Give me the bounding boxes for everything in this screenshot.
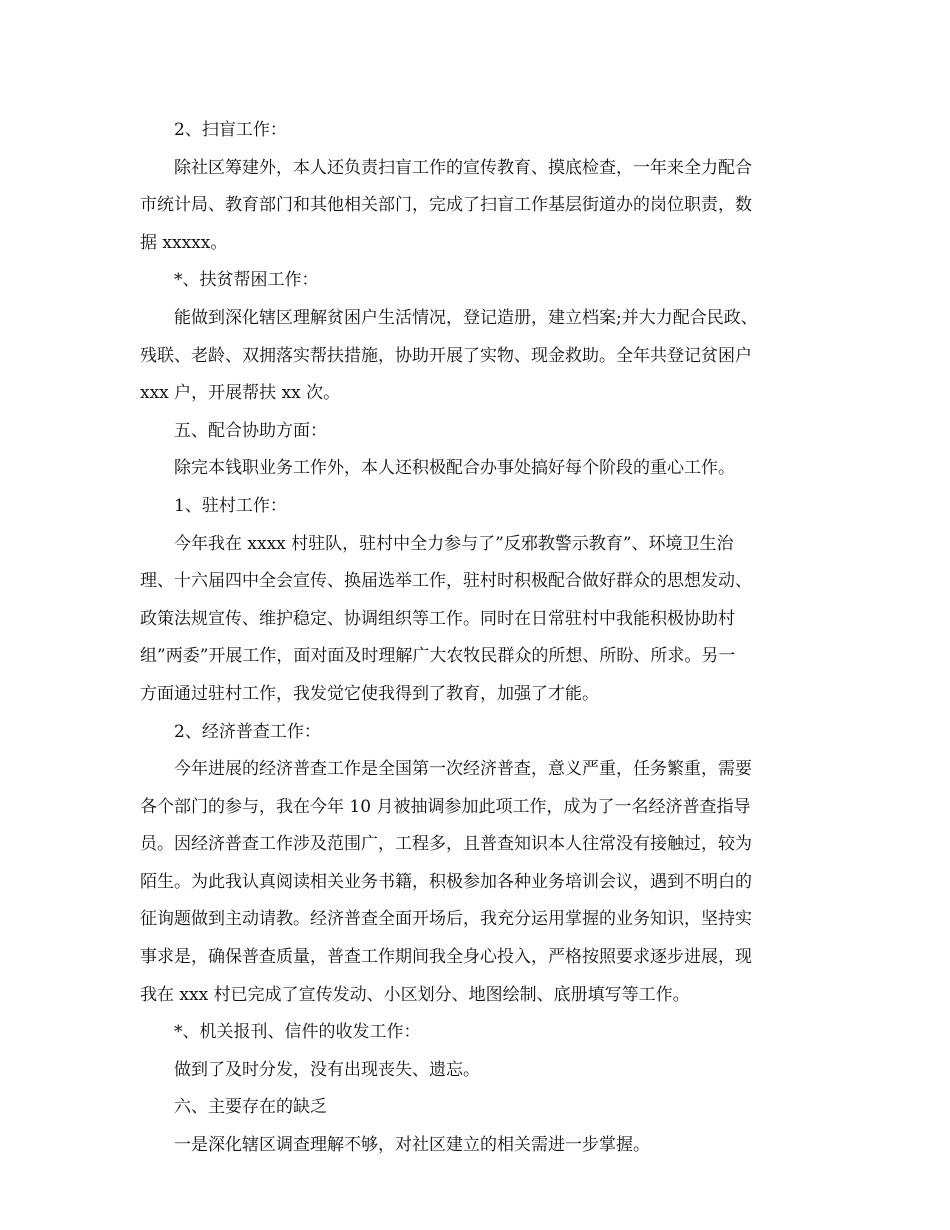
text-line: 陌生。为此我认真阅读相关业务书籍，积极参加各种业务培训会议，遇到不明白的 <box>140 871 752 892</box>
paragraph <box>140 300 812 413</box>
paragraph <box>140 526 812 714</box>
text-line: 1、驻村工作： <box>174 495 287 516</box>
text-line: 方面通过驻村工作，我发觉它使我得到了教育，加强了才能。 <box>140 683 599 704</box>
text-line: *、机关报刊、信件的收发工作： <box>174 1022 421 1043</box>
section-heading <box>140 413 812 451</box>
paragraph <box>140 1127 812 1165</box>
text-line: 员。因经济普查工作涉及范围广，工程多，且普查知识本人往常没有接触过，较为 <box>140 834 752 855</box>
section-heading <box>140 1014 812 1052</box>
document-body <box>140 112 812 1165</box>
text-line: 能做到深化辖区理解贫困户生活情况，登记造册，建立档案;并大力配合民政、 <box>174 307 758 328</box>
text-line: 除社区筹建外，本人还负责扫盲工作的宣传教育、摸底检查，一年来全力配合 <box>174 157 752 178</box>
text-line: 各个部门的参与，我在今年 10 月被抽调参加此项工作，成为了一名经济普查指导 <box>140 796 751 817</box>
text-line: xxx 户，开展帮扶 xx 次。 <box>140 383 341 404</box>
section-heading <box>140 488 812 526</box>
section-heading <box>140 1089 812 1127</box>
text-line: 一是深化辖区调查理解不够，对社区建立的相关需进一步掌握。 <box>174 1135 650 1156</box>
paragraph <box>140 450 812 488</box>
text-line: 市统计局、教育部门和其他相关部门，完成了扫盲工作基层街道办的岗位职责，数 <box>140 195 752 216</box>
text-line: 理、十六届四中全会宣传、换届选举工作，驻村时积极配合做好群众的思想发动、 <box>140 571 752 592</box>
text-line: 政策法规宣传、维护稳定、协调组织等工作。同时在日常驻村中我能积极协助村 <box>140 608 735 629</box>
section-heading <box>140 714 812 752</box>
text-line: 组”两委”开展工作，面对面及时理解广大农牧民群众的所想、所盼、所求。另一 <box>140 646 736 667</box>
text-line: 除完本钱职业务工作外，本人还积极配合办事处搞好每个阶段的重心工作。 <box>174 458 735 479</box>
text-line: 五、配合协助方面： <box>174 420 327 441</box>
text-line: 做到了及时分发，没有出现丧失、遗忘。 <box>174 1059 480 1080</box>
text-line: 事求是，确保普查质量，普查工作期间我全身心投入，严格按照要求逐步进展，现 <box>140 947 752 968</box>
text-line: 今年进展的经济普查工作是全国第一次经济普查，意义严重，任务繁重，需要 <box>174 759 752 780</box>
text-line: 我在 xxx 村已完成了宣传发动、小区划分、地图绘制、底册填写等工作。 <box>140 984 690 1005</box>
text-line: *、扶贫帮困工作： <box>174 270 319 291</box>
text-line: 据 xxxxx。 <box>140 232 228 253</box>
paragraph <box>140 1052 812 1090</box>
text-line: 残联、老龄、双拥落实帮扶措施，协助开展了实物、现金救助。全年共登记贫困户 <box>140 345 752 366</box>
text-line: 征询题做到主动请教。经济普查全面开场后，我充分运用掌握的业务知识，坚持实 <box>140 909 752 930</box>
text-line: 2、扫盲工作： <box>174 120 287 140</box>
text-line: 2、经济普查工作： <box>174 721 321 742</box>
section-heading <box>140 262 812 300</box>
section-heading <box>140 112 812 150</box>
text-line: 今年我在 xxxx 村驻队，驻村中全力参与了”反邪教警示教育”、环境卫生治 <box>174 533 734 554</box>
paragraph <box>140 751 812 1014</box>
paragraph <box>140 150 812 263</box>
text-line: 六、主要存在的缺乏 <box>174 1097 327 1118</box>
